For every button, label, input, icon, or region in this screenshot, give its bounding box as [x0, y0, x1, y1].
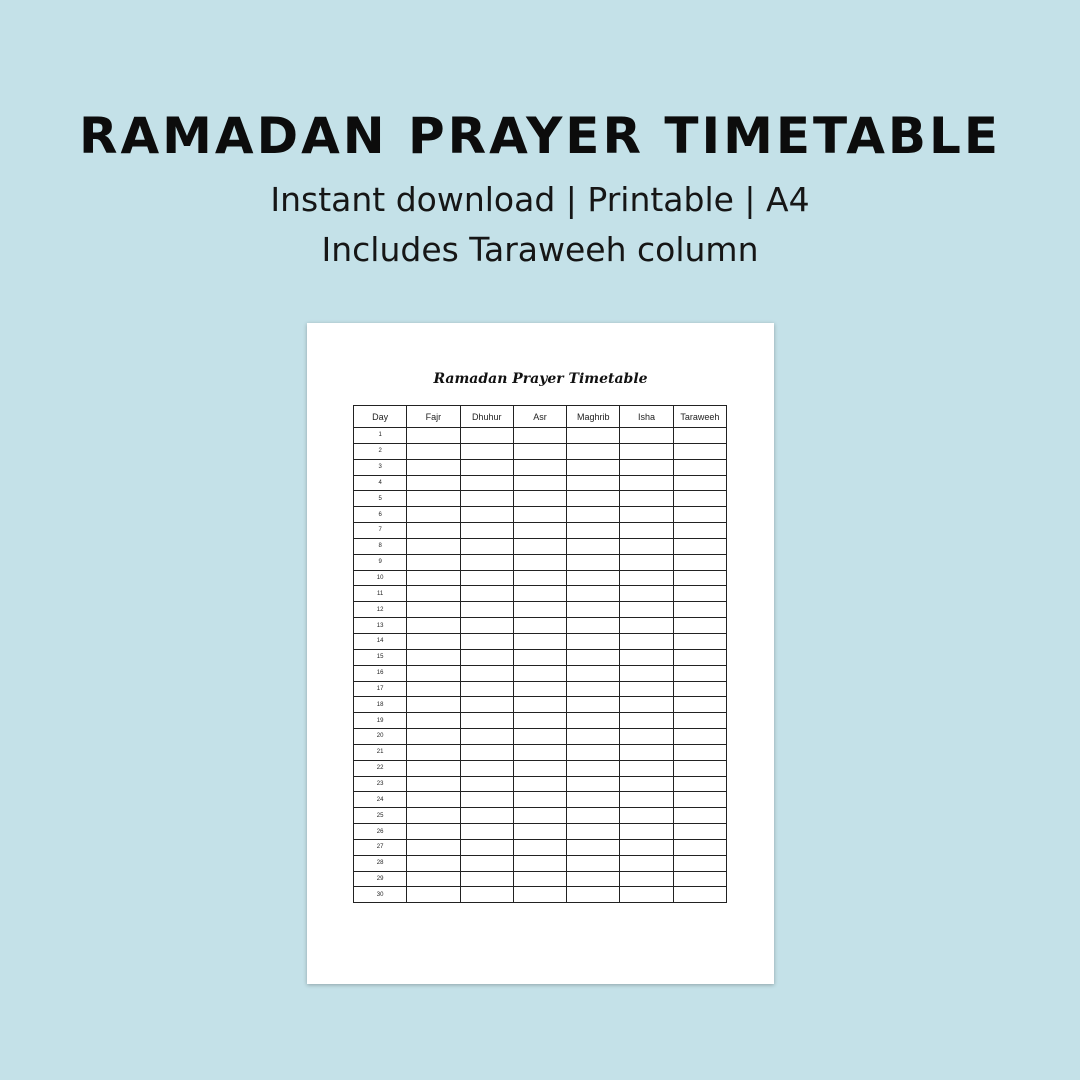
prayer-time-cell-fajr: [407, 602, 460, 618]
prayer-time-cell-dhuhur: [460, 649, 513, 665]
day-number-cell: 25: [354, 808, 407, 824]
prayer-time-cell-isha: [620, 602, 673, 618]
table-row: [354, 649, 727, 665]
prayer-time-cell-taraweeh: [673, 475, 726, 491]
prayer-time-cell-fajr: [407, 586, 460, 602]
prayer-time-cell-maghrib: [567, 855, 620, 871]
prayer-time-cell-taraweeh: [673, 776, 726, 792]
prayer-time-cell-taraweeh: [673, 744, 726, 760]
prayer-time-cell-fajr: [407, 824, 460, 840]
prayer-timetable: [353, 405, 727, 903]
column-header-maghrib: Maghrib: [567, 406, 620, 428]
day-number-cell: 5: [354, 491, 407, 507]
prayer-time-cell-isha: [620, 428, 673, 444]
prayer-time-cell-asr: [513, 633, 566, 649]
prayer-time-cell-maghrib: [567, 887, 620, 903]
prayer-time-cell-maghrib: [567, 681, 620, 697]
prayer-time-cell-asr: [513, 475, 566, 491]
prayer-time-cell-maghrib: [567, 602, 620, 618]
sheet-title: Ramadan Prayer Timetable: [433, 371, 648, 387]
prayer-time-cell-asr: [513, 697, 566, 713]
table-row: [354, 792, 727, 808]
prayer-time-cell-taraweeh: [673, 887, 726, 903]
day-number-cell: 14: [354, 633, 407, 649]
prayer-time-cell-isha: [620, 586, 673, 602]
prayer-time-cell-maghrib: [567, 808, 620, 824]
day-number-cell: 11: [354, 586, 407, 602]
day-number-cell: 3: [354, 459, 407, 475]
prayer-time-cell-asr: [513, 760, 566, 776]
day-number-cell: 20: [354, 729, 407, 745]
prayer-time-cell-dhuhur: [460, 808, 513, 824]
prayer-time-cell-asr: [513, 824, 566, 840]
prayer-time-cell-fajr: [407, 792, 460, 808]
prayer-time-cell-maghrib: [567, 491, 620, 507]
prayer-time-cell-maghrib: [567, 618, 620, 634]
prayer-time-cell-maghrib: [567, 586, 620, 602]
prayer-time-cell-asr: [513, 744, 566, 760]
day-number-cell: 6: [354, 507, 407, 523]
prayer-time-cell-asr: [513, 507, 566, 523]
prayer-time-cell-dhuhur: [460, 602, 513, 618]
prayer-time-cell-taraweeh: [673, 602, 726, 618]
prayer-time-cell-maghrib: [567, 776, 620, 792]
prayer-time-cell-asr: [513, 855, 566, 871]
prayer-time-cell-dhuhur: [460, 459, 513, 475]
prayer-time-cell-dhuhur: [460, 760, 513, 776]
prayer-time-cell-maghrib: [567, 792, 620, 808]
prayer-time-cell-dhuhur: [460, 554, 513, 570]
prayer-time-cell-taraweeh: [673, 586, 726, 602]
table-row: [354, 633, 727, 649]
prayer-time-cell-dhuhur: [460, 665, 513, 681]
prayer-time-cell-fajr: [407, 570, 460, 586]
prayer-time-cell-asr: [513, 808, 566, 824]
day-number-cell: 30: [354, 887, 407, 903]
prayer-time-cell-fajr: [407, 744, 460, 760]
prayer-time-cell-dhuhur: [460, 443, 513, 459]
prayer-time-cell-asr: [513, 681, 566, 697]
prayer-time-cell-dhuhur: [460, 729, 513, 745]
day-number-cell: 15: [354, 649, 407, 665]
table-row: [354, 839, 727, 855]
prayer-time-cell-maghrib: [567, 428, 620, 444]
table-row: [354, 586, 727, 602]
prayer-time-cell-asr: [513, 538, 566, 554]
prayer-time-cell-isha: [620, 729, 673, 745]
prayer-time-cell-fajr: [407, 443, 460, 459]
day-number-cell: 12: [354, 602, 407, 618]
prayer-time-cell-taraweeh: [673, 523, 726, 539]
prayer-time-cell-fajr: [407, 507, 460, 523]
prayer-time-cell-fajr: [407, 665, 460, 681]
table-row: [354, 554, 727, 570]
prayer-time-cell-asr: [513, 554, 566, 570]
table-row: [354, 507, 727, 523]
prayer-time-cell-taraweeh: [673, 570, 726, 586]
day-number-cell: 17: [354, 681, 407, 697]
table-row: [354, 871, 727, 887]
column-header-isha: Isha: [620, 406, 673, 428]
prayer-time-cell-taraweeh: [673, 491, 726, 507]
prayer-time-cell-maghrib: [567, 570, 620, 586]
day-number-cell: 21: [354, 744, 407, 760]
prayer-time-cell-taraweeh: [673, 760, 726, 776]
prayer-time-cell-isha: [620, 839, 673, 855]
prayer-time-cell-maghrib: [567, 729, 620, 745]
prayer-time-cell-maghrib: [567, 760, 620, 776]
prayer-time-cell-asr: [513, 602, 566, 618]
prayer-time-cell-taraweeh: [673, 839, 726, 855]
prayer-time-cell-dhuhur: [460, 744, 513, 760]
prayer-time-cell-taraweeh: [673, 428, 726, 444]
table-row: [354, 855, 727, 871]
prayer-time-cell-isha: [620, 871, 673, 887]
day-number-cell: 1: [354, 428, 407, 444]
prayer-time-cell-fajr: [407, 776, 460, 792]
prayer-time-cell-fajr: [407, 760, 460, 776]
day-number-cell: 4: [354, 475, 407, 491]
prayer-time-cell-taraweeh: [673, 792, 726, 808]
prayer-time-cell-asr: [513, 459, 566, 475]
prayer-time-cell-taraweeh: [673, 554, 726, 570]
column-header-fajr: Fajr: [407, 406, 460, 428]
prayer-time-cell-dhuhur: [460, 538, 513, 554]
prayer-time-cell-asr: [513, 649, 566, 665]
prayer-time-cell-fajr: [407, 633, 460, 649]
prayer-time-cell-fajr: [407, 887, 460, 903]
prayer-time-cell-maghrib: [567, 713, 620, 729]
prayer-time-cell-isha: [620, 744, 673, 760]
prayer-time-cell-isha: [620, 538, 673, 554]
prayer-time-cell-taraweeh: [673, 697, 726, 713]
table-row: [354, 824, 727, 840]
day-number-cell: 16: [354, 665, 407, 681]
prayer-time-cell-dhuhur: [460, 428, 513, 444]
prayer-time-cell-isha: [620, 887, 673, 903]
day-number-cell: 2: [354, 443, 407, 459]
table-row: [354, 681, 727, 697]
prayer-time-cell-taraweeh: [673, 824, 726, 840]
day-number-cell: 28: [354, 855, 407, 871]
prayer-time-cell-taraweeh: [673, 855, 726, 871]
prayer-time-cell-taraweeh: [673, 633, 726, 649]
prayer-time-cell-dhuhur: [460, 713, 513, 729]
prayer-time-cell-dhuhur: [460, 523, 513, 539]
prayer-time-cell-fajr: [407, 839, 460, 855]
prayer-time-cell-fajr: [407, 618, 460, 634]
day-number-cell: 10: [354, 570, 407, 586]
column-header-dhuhur: Dhuhur: [460, 406, 513, 428]
prayer-time-cell-asr: [513, 618, 566, 634]
prayer-time-cell-dhuhur: [460, 855, 513, 871]
prayer-time-cell-isha: [620, 824, 673, 840]
prayer-time-cell-asr: [513, 839, 566, 855]
prayer-time-cell-isha: [620, 665, 673, 681]
prayer-time-cell-isha: [620, 681, 673, 697]
prayer-time-cell-taraweeh: [673, 681, 726, 697]
prayer-time-cell-dhuhur: [460, 633, 513, 649]
prayer-time-cell-taraweeh: [673, 459, 726, 475]
table-row: [354, 602, 727, 618]
table-row: [354, 760, 727, 776]
prayer-time-cell-maghrib: [567, 824, 620, 840]
day-number-cell: 24: [354, 792, 407, 808]
day-number-cell: 27: [354, 839, 407, 855]
prayer-time-cell-fajr: [407, 713, 460, 729]
prayer-time-cell-taraweeh: [673, 443, 726, 459]
prayer-time-cell-taraweeh: [673, 538, 726, 554]
day-number-cell: 19: [354, 713, 407, 729]
prayer-time-cell-dhuhur: [460, 491, 513, 507]
prayer-time-cell-taraweeh: [673, 649, 726, 665]
day-number-cell: 9: [354, 554, 407, 570]
prayer-time-cell-asr: [513, 428, 566, 444]
prayer-time-cell-fajr: [407, 855, 460, 871]
prayer-time-cell-isha: [620, 523, 673, 539]
prayer-time-cell-maghrib: [567, 665, 620, 681]
prayer-time-cell-maghrib: [567, 633, 620, 649]
table-row: [354, 443, 727, 459]
prayer-time-cell-isha: [620, 507, 673, 523]
table-row: [354, 665, 727, 681]
prayer-time-cell-isha: [620, 443, 673, 459]
prayer-time-cell-asr: [513, 792, 566, 808]
table-row: [354, 523, 727, 539]
timetable-body: [354, 428, 727, 903]
prayer-time-cell-asr: [513, 776, 566, 792]
timetable-header-row: [354, 406, 727, 428]
prayer-time-cell-isha: [620, 760, 673, 776]
prayer-time-cell-fajr: [407, 681, 460, 697]
prayer-time-cell-fajr: [407, 808, 460, 824]
prayer-time-cell-maghrib: [567, 744, 620, 760]
prayer-time-cell-fajr: [407, 538, 460, 554]
prayer-time-cell-dhuhur: [460, 887, 513, 903]
prayer-time-cell-dhuhur: [460, 697, 513, 713]
prayer-time-cell-dhuhur: [460, 839, 513, 855]
table-row: [354, 776, 727, 792]
prayer-time-cell-maghrib: [567, 507, 620, 523]
table-row: [354, 428, 727, 444]
prayer-time-cell-maghrib: [567, 475, 620, 491]
day-number-cell: 8: [354, 538, 407, 554]
table-row: [354, 538, 727, 554]
prayer-time-cell-maghrib: [567, 459, 620, 475]
prayer-time-cell-isha: [620, 697, 673, 713]
column-header-day: Day: [354, 406, 407, 428]
prayer-time-cell-isha: [620, 491, 673, 507]
prayer-time-cell-isha: [620, 618, 673, 634]
table-row: [354, 570, 727, 586]
prayer-time-cell-fajr: [407, 729, 460, 745]
prayer-time-cell-maghrib: [567, 697, 620, 713]
table-row: [354, 491, 727, 507]
table-row: [354, 459, 727, 475]
prayer-time-cell-fajr: [407, 428, 460, 444]
prayer-time-cell-isha: [620, 792, 673, 808]
day-number-cell: 23: [354, 776, 407, 792]
prayer-time-cell-dhuhur: [460, 507, 513, 523]
product-subtitle-features: Includes Taraweeh column: [321, 230, 759, 269]
prayer-time-cell-fajr: [407, 523, 460, 539]
prayer-time-cell-dhuhur: [460, 792, 513, 808]
table-row: [354, 808, 727, 824]
table-row: [354, 618, 727, 634]
column-header-asr: Asr: [513, 406, 566, 428]
table-row: [354, 887, 727, 903]
prayer-time-cell-taraweeh: [673, 618, 726, 634]
prayer-time-cell-maghrib: [567, 871, 620, 887]
prayer-time-cell-dhuhur: [460, 824, 513, 840]
prayer-time-cell-asr: [513, 871, 566, 887]
prayer-time-cell-asr: [513, 729, 566, 745]
day-number-cell: 29: [354, 871, 407, 887]
column-header-taraweeh: Taraweeh: [673, 406, 726, 428]
prayer-time-cell-isha: [620, 633, 673, 649]
printable-sheet-preview: [307, 323, 774, 984]
prayer-time-cell-dhuhur: [460, 586, 513, 602]
prayer-time-cell-isha: [620, 554, 673, 570]
day-number-cell: 18: [354, 697, 407, 713]
prayer-time-cell-fajr: [407, 871, 460, 887]
prayer-time-cell-asr: [513, 586, 566, 602]
day-number-cell: 22: [354, 760, 407, 776]
prayer-time-cell-isha: [620, 776, 673, 792]
prayer-time-cell-isha: [620, 475, 673, 491]
product-title: RAMADAN PRAYER TIMETABLE: [78, 107, 1002, 165]
prayer-time-cell-fajr: [407, 554, 460, 570]
prayer-time-cell-isha: [620, 459, 673, 475]
prayer-time-cell-maghrib: [567, 538, 620, 554]
prayer-time-cell-dhuhur: [460, 776, 513, 792]
prayer-time-cell-maghrib: [567, 554, 620, 570]
prayer-time-cell-taraweeh: [673, 507, 726, 523]
prayer-time-cell-asr: [513, 570, 566, 586]
prayer-time-cell-isha: [620, 570, 673, 586]
prayer-time-cell-maghrib: [567, 443, 620, 459]
table-row: [354, 713, 727, 729]
table-row: [354, 475, 727, 491]
prayer-time-cell-taraweeh: [673, 713, 726, 729]
prayer-time-cell-taraweeh: [673, 808, 726, 824]
prayer-time-cell-maghrib: [567, 523, 620, 539]
prayer-time-cell-dhuhur: [460, 618, 513, 634]
prayer-time-cell-taraweeh: [673, 871, 726, 887]
table-row: [354, 729, 727, 745]
prayer-time-cell-asr: [513, 491, 566, 507]
prayer-time-cell-isha: [620, 713, 673, 729]
prayer-time-cell-dhuhur: [460, 681, 513, 697]
prayer-time-cell-asr: [513, 443, 566, 459]
prayer-time-cell-fajr: [407, 649, 460, 665]
prayer-time-cell-isha: [620, 808, 673, 824]
prayer-time-cell-asr: [513, 887, 566, 903]
prayer-time-cell-asr: [513, 523, 566, 539]
product-subtitle-formats: Instant download | Printable | A4: [270, 180, 810, 219]
prayer-time-cell-isha: [620, 649, 673, 665]
prayer-time-cell-dhuhur: [460, 475, 513, 491]
prayer-time-cell-fajr: [407, 697, 460, 713]
prayer-time-cell-dhuhur: [460, 570, 513, 586]
day-number-cell: 13: [354, 618, 407, 634]
day-number-cell: 26: [354, 824, 407, 840]
table-row: [354, 744, 727, 760]
prayer-time-cell-maghrib: [567, 649, 620, 665]
prayer-time-cell-isha: [620, 855, 673, 871]
prayer-time-cell-taraweeh: [673, 665, 726, 681]
prayer-time-cell-dhuhur: [460, 871, 513, 887]
prayer-time-cell-fajr: [407, 491, 460, 507]
prayer-time-cell-fajr: [407, 475, 460, 491]
prayer-time-cell-asr: [513, 665, 566, 681]
prayer-time-cell-taraweeh: [673, 729, 726, 745]
table-row: [354, 697, 727, 713]
prayer-time-cell-asr: [513, 713, 566, 729]
prayer-time-cell-maghrib: [567, 839, 620, 855]
prayer-time-cell-fajr: [407, 459, 460, 475]
day-number-cell: 7: [354, 523, 407, 539]
